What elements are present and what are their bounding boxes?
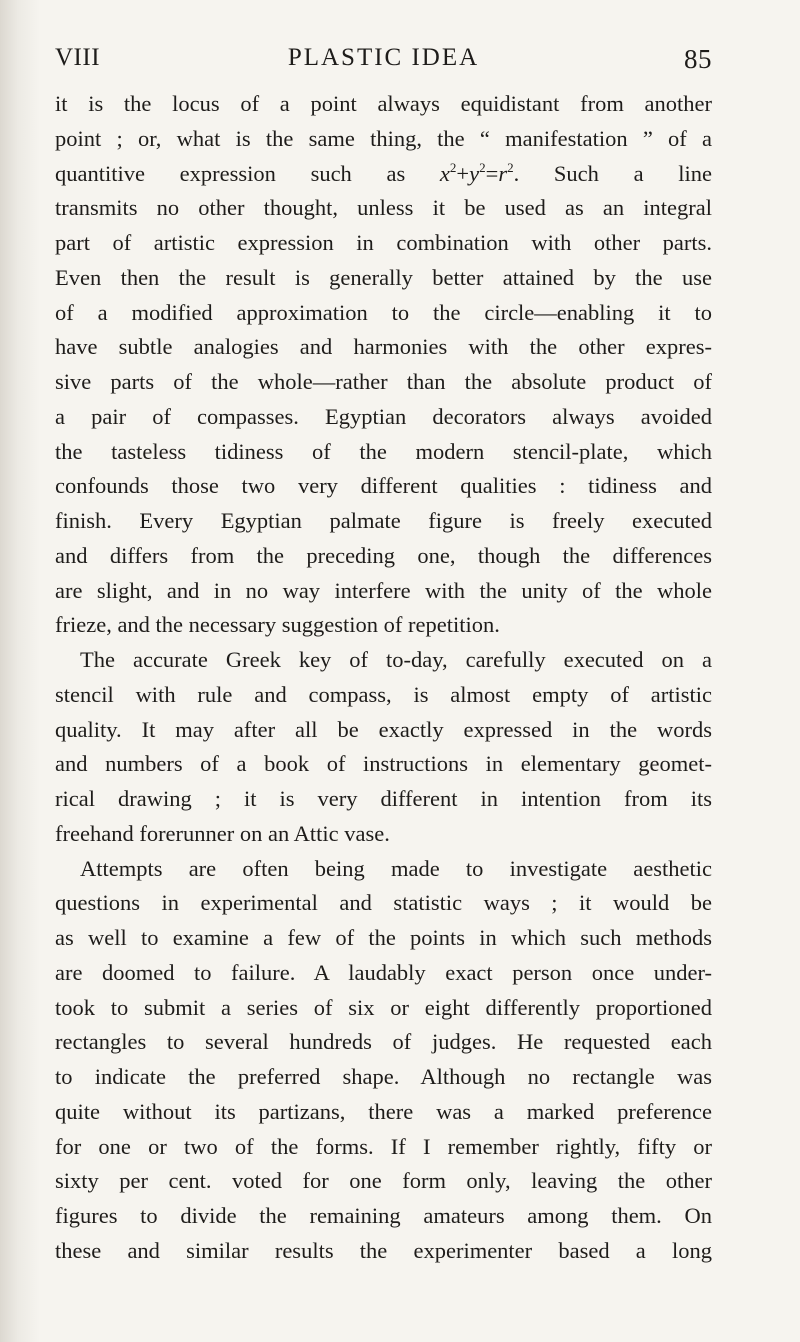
text-line: of a modified approximation to the circle—enabling it to [55, 299, 712, 325]
text-line: and numbers of a book of instructions in elementary geomet- [55, 751, 712, 777]
line-text-before-formula: quantitive expression such as [55, 160, 440, 186]
text-line: figures to divide the remaining amateurs among them. On [55, 1203, 712, 1228]
running-header [55, 44, 712, 88]
formula-r: r [498, 160, 508, 186]
book-page [55, 44, 712, 1263]
text-line: these and similar results the experimenter based a long [55, 1237, 712, 1263]
text-line: finish. Every Egyptian palmate figure is freely executed [55, 508, 712, 533]
text-line: are slight, and in no way interfere with the unity of the whole [55, 577, 712, 603]
text-line: stencil with rule and compass, is almost empty of artistic [55, 681, 712, 707]
text-line: took to submit a series of six or eight differently proportioned [55, 994, 712, 1020]
text-line: and differs from the preceding one, though the differences [55, 542, 712, 568]
paragraph-last-line: freehand forerunner on an Attic vase. [55, 820, 390, 846]
paragraph-last-line: frieze, and the necessary suggestion of repetition. [55, 612, 500, 638]
text-line: questions in experimental and statistic ways ; it would be [55, 890, 712, 916]
text-line: quite without its partizans, there was a marked preference [55, 1098, 712, 1124]
line-text-after-formula: . Such a line [513, 160, 712, 186]
text-line: to indicate the preferred shape. Although no rectangle was [55, 1064, 712, 1089]
text-line: sive parts of the whole—rather than the absolute product of [55, 369, 712, 394]
text-line: it is the locus of a point always equidistant from another [55, 91, 712, 116]
page-gutter-shadow [0, 0, 40, 1342]
formula-exponent: 2 [449, 159, 457, 175]
formula-y: y [469, 160, 480, 186]
formula-exponent: 2 [507, 159, 514, 175]
text-line: rical drawing ; it is very different in intention from its [55, 786, 712, 811]
text-line: sixty per cent. voted for one form only, leaving the other [55, 1168, 712, 1194]
running-title: PLASTIC IDEA [287, 44, 480, 71]
text-line: Even then the result is generally better attained by the use [55, 264, 712, 290]
text-line: transmits no other thought, unless it be used as an integral [55, 195, 712, 221]
formula-plus: + [456, 160, 470, 186]
body-text [55, 87, 712, 1269]
text-line: as well to examine a few of the points in which such methods [55, 925, 712, 950]
circle-equation [440, 161, 514, 186]
text-line: a pair of compasses. Egyptian decorators always avoided [55, 403, 712, 429]
text-line: confounds those two very different qualities : tidiness and [55, 473, 712, 499]
formula-exponent: 2 [479, 159, 486, 175]
text-line: quality. It may after all be exactly expressed in the words [55, 716, 712, 742]
text-line: point ; or, what is the same thing, the “ manifestation ” of a [55, 125, 712, 151]
text-line: have subtle analogies and harmonies with the other expres- [55, 334, 712, 360]
paragraph-first-line: Attempts are often being made to investigate aesthetic [80, 855, 712, 881]
chapter-number: VIII [55, 44, 101, 71]
text-line: for one or two of the forms. If I remember rightly, fifty or [55, 1133, 712, 1159]
text-line-with-formula [55, 157, 712, 192]
text-line: are doomed to failure. A laudably exact person once under- [55, 959, 712, 985]
text-line: the tasteless tidiness of the modern stencil-plate, which [55, 438, 712, 464]
formula-equals: = [485, 160, 499, 186]
text-line: part of artistic expression in combination with other parts. [55, 230, 712, 255]
page-number: 85 [684, 44, 712, 74]
text-line: rectangles to several hundreds of judges. He requested each [55, 1029, 712, 1055]
paragraph-first-line: The accurate Greek key of to-day, carefully executed on a [80, 647, 712, 672]
formula-x: x [439, 160, 450, 186]
